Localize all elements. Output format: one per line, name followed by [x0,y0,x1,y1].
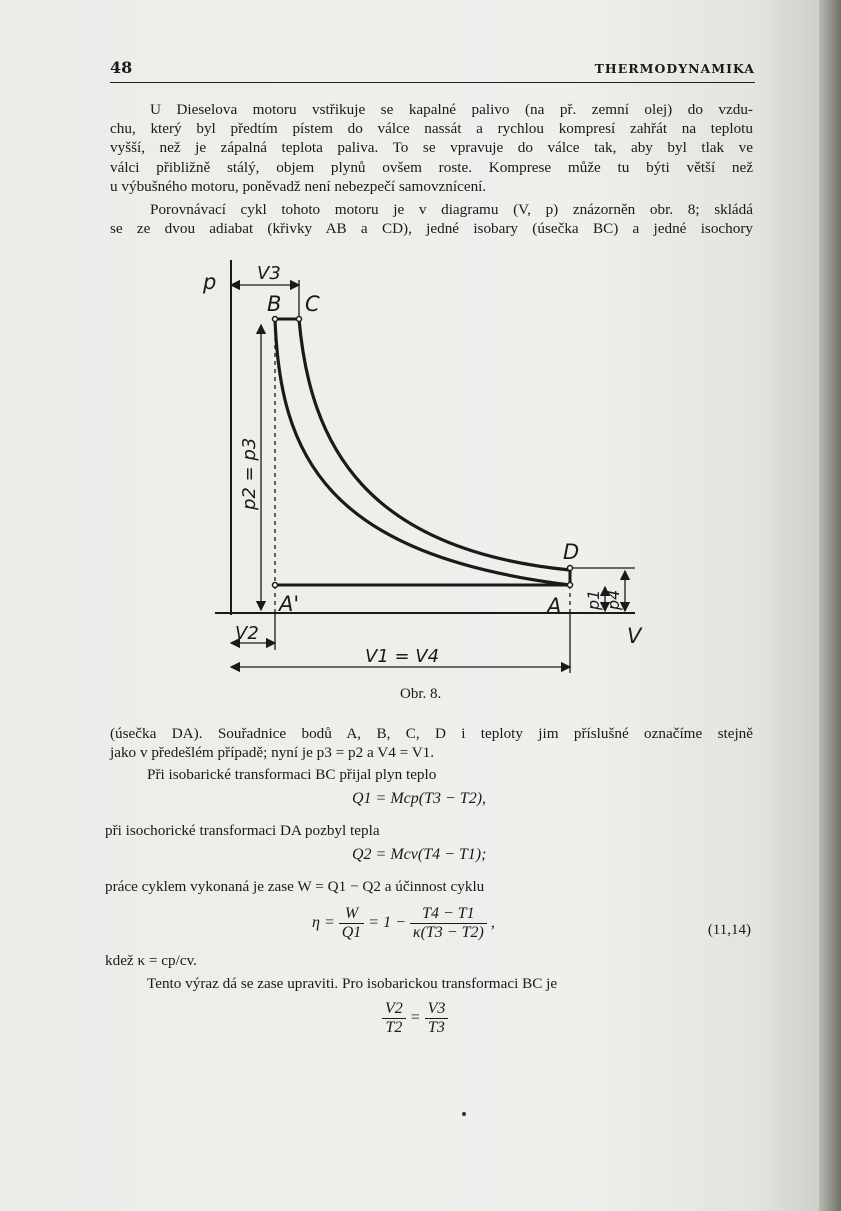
figure-caption: Obr. 8. [400,686,442,702]
label-d: D [563,540,580,564]
fraction-denominator: Q1 [341,924,362,941]
eta-mid: = 1 − [368,914,406,932]
paragraph-coordinates [110,724,753,762]
text-isobaric: Při isobarické transformaci BC přijal plyn teplo [147,766,437,783]
paragraph-diesel [110,100,753,196]
text-line: u výbušného motoru, poněvadž není nebezpečí samovznícení. [110,177,487,195]
equation-q2: Q2 = Mcv(T4 − T1); [352,846,487,863]
label-b: B [267,292,282,316]
equation-efficiency [312,905,495,942]
fraction-temperatures [410,905,487,942]
text-line: chu, který byl předtím pístem do válce nassát a rychlou kompresí zahřát na teplotu [110,120,753,138]
fraction-w-q1 [339,905,365,942]
text-line: válci přibližně stálý, objem plynů ovšem roste. Komprese může tu býti větší než [110,158,753,176]
text-line: Porovnávací cykl tohoto motoru je v diagramu (V, p) znázorněn obr. 8; skládá [150,201,753,218]
point-d [568,566,573,571]
label-c: C [305,292,320,316]
page-number: 48 [110,58,133,77]
point-b [273,317,278,322]
text-line: (úsečka DA). Souřadnice bodů A, B, C, D i teploty jim příslušné označíme stejně [110,725,753,742]
text-line: U Dieselova motoru vstřikuje se kapalné palivo (na př. zemní olej) do vzdu- [150,101,753,118]
label-v2: V2 [235,623,259,644]
text-line: vyšší, než je zápalná teplota paliva. To se vpravuje do válce tak, aby byl tlak ve [110,139,753,157]
paragraph-cycle [110,200,753,238]
equation-q1: Q1 = Mcp(T3 − T2), [352,790,487,807]
book-spine-shadow [819,0,841,1211]
label-v: V [627,624,642,648]
fraction-numerator: W [339,905,365,924]
text-isochoric: při isochorické transformaci DA pozbyl tepla [105,822,380,839]
page-header [110,58,755,83]
page-speck [462,1112,466,1116]
label-p2p3: p2 = p3 [239,437,260,510]
text-where-kappa: kdež κ = cp/cv. [105,952,197,969]
fraction-numerator: T4 − T1 [410,905,487,924]
equation-number: (11,14) [707,922,751,938]
fraction-v2-t2 [382,1000,406,1037]
point-a-prime [273,583,278,588]
text-adjust: Tento výraz dá se zase upraviti. Pro isobarickou transformaci BC je [147,975,558,992]
point-a [568,583,573,588]
adiabat-cd [299,319,570,570]
fraction-numerator: V3 [425,1000,449,1019]
fraction-numerator: V2 [382,1000,406,1019]
fraction-v3-t3 [425,1000,449,1037]
eta-tail: , [490,914,495,932]
adiabat-ab [275,319,570,585]
label-v3: V3 [257,263,281,284]
label-a: A [547,594,562,618]
label-p: p [203,270,217,294]
label-a-prime: A' [279,592,300,616]
diesel-cycle-diagram [195,255,655,685]
text-line: se ze dvou adiabat (křivky AB a CD), jedné isobary (úsečka BC) a jedné isochory [110,220,753,238]
point-c [297,317,302,322]
equals-sign: = [409,1009,421,1027]
fraction-denominator: T2 [385,1019,403,1036]
running-head: THERMODYNAMIKA [594,61,755,76]
label-p4: p4 [604,589,623,610]
text-work: práce cyklem vykonaná je zase W = Q1 − Q2 a účinnost cyklu [105,878,485,895]
label-p1: p1 [584,589,603,610]
fraction-denominator: T3 [428,1019,445,1036]
label-v1v4: V1 = V4 [365,646,440,667]
text-line: jako v předešlém případě; nyní je p3 = p2 a V4 = V1. [110,744,435,762]
fraction-denominator: κ(T3 − T2) [412,924,484,941]
eta-lhs: η = [312,914,335,932]
equation-isobaric-ratio [382,1000,448,1037]
